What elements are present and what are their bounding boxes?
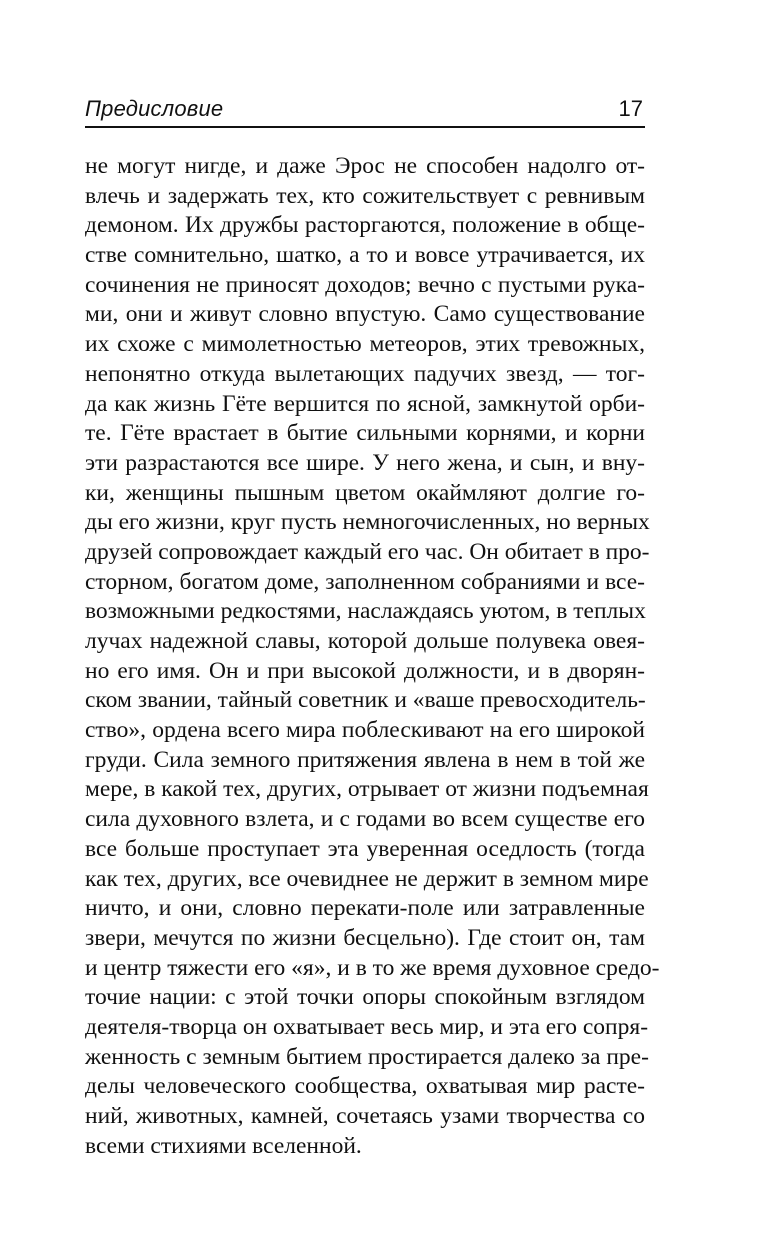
text-line: сила духовного взлета, и с годами во всем существе его: [85, 806, 645, 833]
page-number: 17: [618, 96, 643, 121]
text-line: возможными редкостями, наслаждаясь уютом, в теплых: [85, 598, 646, 625]
chapter-title: Предисловие: [85, 96, 224, 121]
text-line: ничто, и они, словно перекати-поле или затравленные: [85, 895, 645, 922]
text-line: ки, женщины пышным цветом окаймляют долгие го-: [85, 479, 645, 506]
text-line: да как жизнь Гёте вершится по ясной, замкнутой орби-: [85, 390, 645, 417]
text-line: ском звании, тайный советник и «ваше превосходитель-: [85, 687, 646, 714]
text-line: все больше проступает эта уверенная оседлость (тогда: [85, 835, 645, 862]
running-header: [85, 96, 645, 128]
text-line: всеми стихиями вселенной.: [85, 1132, 362, 1159]
text-line: как тех, других, все очевиднее не держит в земном мире: [85, 865, 649, 892]
text-line: непонятно откуда вылетающих падучих звезд, — тог-: [85, 360, 645, 387]
text-line: точие нации: с этой точки опоры спокойным взглядом: [85, 984, 645, 1011]
text-line: ний, животных, камней, сочетаясь узами творчества со: [85, 1103, 645, 1129]
text-line: ми, они и живут словно впустую. Само существование: [85, 301, 645, 328]
text-line: не могут нигде, и даже Эрос не способен надолго от-: [85, 153, 645, 179]
text-line: женность с земным бытием простирается далеко за пре-: [85, 1043, 649, 1070]
text-line: сочинения не приносят доходов; вечно с пустыми рука-: [85, 271, 645, 298]
text-line: те. Гёте врастает в бытие сильными корнями, и корни: [85, 420, 645, 447]
text-line: их схоже с мимолетностью метеоров, этих тревожных,: [85, 331, 645, 358]
text-line: ды его жизни, круг пусть немногочисленных, но верных: [85, 509, 650, 536]
text-line: и центр тяжести его «я», и в то же время духовное средо-: [85, 954, 660, 981]
text-line: деятеля-творца он охватывает весь мир, и эта его сопря-: [85, 1013, 649, 1040]
text-line: делы человеческого сообщества, охватывая мир расте-: [85, 1073, 645, 1100]
text-line: эти разрастаются все шире. У него жена, и сын, и вну-: [85, 449, 645, 476]
text-line: но его имя. Он и при высокой должности, и в дворян-: [85, 657, 645, 684]
text-line: друзей сопровождает каждый его час. Он обитает в про-: [85, 538, 650, 565]
text-line: сторном, богатом доме, заполненном собраниями и все-: [85, 568, 645, 595]
text-line: груди. Сила земного притяжения явлена в нем в той же: [85, 746, 645, 773]
text-line: мере, в какой тех, других, отрывает от жизни подъемная: [85, 776, 649, 803]
text-line: демоном. Их дружбы расторгаются, положение в обще-: [85, 212, 645, 239]
text-line: звери, мечутся по жизни бесцельно). Где стоит он, там: [85, 924, 645, 951]
text-line: лучах надежной славы, которой дольше полувека овея-: [85, 628, 645, 654]
text-line: ство», ордена всего мира поблескивают на его широкой: [85, 717, 645, 744]
body-text: [85, 152, 660, 1161]
text-line: стве сомнительно, шатко, а то и вовсе утрачивается, их: [85, 242, 645, 269]
text-line: влечь и задержать тех, кто сожительствует с ревнивым: [85, 182, 645, 209]
